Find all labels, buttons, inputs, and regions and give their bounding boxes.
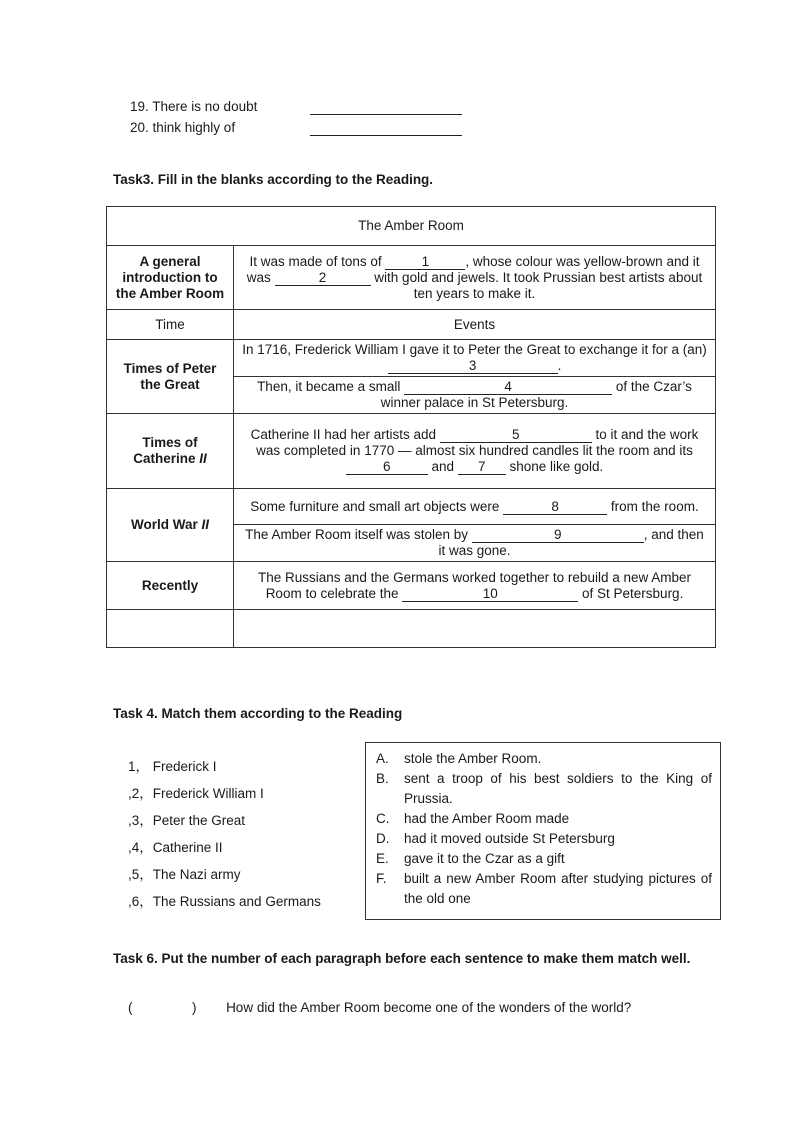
- empty-event-cell[interactable]: [234, 610, 716, 648]
- catherine-label: Times of Catherine II: [107, 414, 234, 489]
- peter-label: Times of Peter the Great: [107, 340, 234, 414]
- empty-time-cell[interactable]: [107, 610, 234, 648]
- intro-event: It was made of tons of 1 , whose colour was yellow-brown and it was 2 with gold and jewels. It took Prussian best artists about ten years to make it.: [234, 246, 716, 310]
- option-d: D. had it moved outside St Petersburg: [376, 831, 615, 846]
- task6-question: How did the Amber Room become one of the wonders of the world?: [226, 1000, 632, 1015]
- vocab-answer-line-20[interactable]: [310, 121, 462, 136]
- blank-6[interactable]: 6: [346, 460, 428, 475]
- col-header-time: Time: [107, 310, 234, 340]
- vocab-item-19: [130, 97, 257, 117]
- match-person-3: ,3，Peter the Great: [128, 813, 246, 828]
- task3-title: Task3. Fill in the blanks according to the Reading.: [113, 172, 434, 187]
- intro-label: A general introduction to the Amber Room: [107, 246, 234, 310]
- option-a: A. stole the Amber Room.: [376, 751, 542, 766]
- task4-title: Task 4. Match them according to the Reading: [113, 706, 403, 721]
- blank-4[interactable]: 4: [404, 380, 612, 395]
- blank-9[interactable]: 9: [472, 528, 644, 543]
- option-b: B. sent a troop of his best soldiers to the King of Prussia.: [376, 771, 712, 806]
- vocab-answer-line-19[interactable]: [310, 100, 462, 115]
- match-person-1: 1， Frederick I: [128, 759, 217, 774]
- peter-event-2: Then, it became a small 4 of the Czar’s winner palace in St Petersburg.: [234, 377, 716, 414]
- catherine-event: Catherine II had her artists add 5 to it and the work was completed in 1770 — almost six hundred candles lit the room and its 6 and 7 shone like gold.: [234, 414, 716, 489]
- option-f: F. built a new Amber Room after studying pictures of the old one: [376, 871, 712, 906]
- vocab-label: 19. There is no doubt: [130, 99, 258, 114]
- blank-7[interactable]: 7: [458, 460, 506, 475]
- match-person-5: ,5，The Nazi army: [128, 867, 241, 882]
- blank-10[interactable]: 10: [402, 587, 578, 602]
- peter-event-1: In 1716, Frederick William I gave it to Peter the Great to exchange it for a (an) 3 .: [234, 340, 716, 377]
- match-person-2: ,2，Frederick William I: [128, 786, 264, 801]
- ww2-event-2: The Amber Room itself was stolen by 9 , and then it was gone.: [234, 525, 716, 562]
- table-title: The Amber Room: [107, 207, 716, 246]
- match-people-list: [128, 757, 321, 919]
- vocab-item-20: [130, 118, 235, 138]
- blank-8[interactable]: 8: [503, 500, 607, 515]
- col-header-events: Events: [234, 310, 716, 340]
- recent-label: Recently: [107, 562, 234, 610]
- close-paren: ): [192, 1000, 197, 1015]
- option-c: C. had the Amber Room made: [376, 811, 570, 826]
- blank-5[interactable]: 5: [440, 428, 592, 443]
- ww2-event-1: Some furniture and small art objects were 8 from the room.: [234, 489, 716, 525]
- blank-1[interactable]: 1: [385, 255, 465, 270]
- task6-title: Task 6. Put the number of each paragraph before each sentence to make them match well.: [113, 951, 691, 966]
- match-person-4: ,4，Catherine II: [128, 840, 223, 855]
- recent-event: The Russians and the Germans worked together to rebuild a new Amber Room to celebrate the 10 of St Petersburg.: [234, 562, 716, 610]
- match-person-6: ,6，The Russians and Germans: [128, 894, 321, 909]
- blank-2[interactable]: 2: [275, 271, 371, 286]
- task6-question-row: [128, 998, 631, 1018]
- vocab-label: 20. think highly of: [130, 120, 236, 135]
- open-paren: (: [128, 1000, 133, 1015]
- option-e: E. gave it to the Czar as a gift: [376, 851, 565, 866]
- match-options-box: [365, 742, 721, 920]
- amber-room-table: [106, 206, 716, 648]
- ww2-label: World War II: [107, 489, 234, 562]
- blank-3[interactable]: 3: [388, 359, 558, 374]
